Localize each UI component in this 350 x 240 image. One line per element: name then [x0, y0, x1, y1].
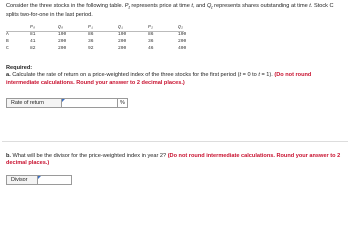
- table-header-cell: P₁: [88, 25, 94, 30]
- divisor-label: Divisor: [6, 175, 38, 185]
- part-b-label: b.: [6, 153, 11, 159]
- intro-text-5: . Stock C splits two-for-one in the last period.: [6, 3, 334, 18]
- table-header-cell: Q₂: [178, 25, 184, 30]
- p-subscript: t: [128, 5, 130, 11]
- table-header-cell: Q₁: [118, 25, 124, 30]
- table-cell: 81: [30, 32, 36, 37]
- rate-of-return-input[interactable]: [62, 98, 118, 108]
- table-header-cell: P₀: [30, 25, 36, 30]
- table-cell: 200: [118, 46, 127, 51]
- intro-text-2: represents price at time: [129, 3, 192, 9]
- input-marker-icon: [62, 99, 65, 102]
- divisor-row: [6, 175, 72, 185]
- section-divider: [2, 141, 348, 142]
- part-a-text-2: = 0 to: [241, 72, 259, 79]
- stock-name: A: [6, 32, 9, 37]
- t-symbol: t: [191, 3, 193, 9]
- table-cell: 36: [148, 39, 154, 44]
- q-symbol: Q: [206, 3, 212, 9]
- q-subscript: t: [211, 5, 213, 11]
- table-cell: 200: [118, 39, 127, 44]
- intro-text: Consider the three stocks in the following table.: [6, 3, 125, 9]
- part-a-text: Calculate the rate of return on a price-weighted index of the three stocks for the first period (: [10, 72, 240, 79]
- table-cell: 400: [178, 46, 187, 51]
- table-header-row: [6, 24, 202, 31]
- table-cell: 100: [118, 32, 127, 37]
- stock-table: [6, 24, 202, 52]
- stock-name: C: [6, 46, 9, 51]
- required-heading: Required:: [6, 65, 33, 71]
- table-cell: 100: [178, 32, 187, 37]
- table-cell: 200: [178, 39, 187, 44]
- p-symbol: P: [124, 3, 129, 9]
- rate-of-return-label: Rate of return: [6, 98, 62, 108]
- percent-unit: %: [118, 98, 128, 108]
- table-cell: 82: [30, 46, 36, 51]
- table-header-cell: Q₀: [58, 25, 64, 30]
- table-row: [6, 31, 202, 38]
- part-a-instruction: (Do not round intermediate calculations. Round your answer to 2 decimal places.): [6, 72, 312, 86]
- t-symbol-a2: t: [258, 72, 260, 79]
- part-a-text-3: = 1).: [259, 72, 275, 79]
- table-cell: 92: [88, 46, 94, 51]
- t-symbol-2: t: [309, 3, 311, 9]
- table-cell: 46: [148, 46, 154, 51]
- part-a-label: a.: [6, 72, 11, 79]
- table-cell: 86: [148, 32, 154, 37]
- table-row: [6, 38, 202, 45]
- part-b-text: What will be the divisor for the price-weighted index in year 2?: [10, 153, 168, 159]
- rate-of-return-row: [6, 98, 128, 108]
- divisor-input[interactable]: [38, 175, 72, 185]
- table-cell: 41: [30, 39, 36, 44]
- table-row: [6, 45, 202, 52]
- stock-name: B: [6, 39, 9, 44]
- intro-text-3: , and: [192, 3, 207, 9]
- table-cell: 36: [88, 39, 94, 44]
- table-cell: 200: [58, 39, 67, 44]
- table-header-blank: [6, 24, 30, 31]
- required-section: [6, 65, 346, 87]
- table-header-cell: P₂: [148, 25, 154, 30]
- table-cell: 86: [88, 32, 94, 37]
- input-marker-icon: [38, 176, 41, 179]
- question-intro: [6, 3, 346, 19]
- intro-text-4: represents shares outstanding at time: [212, 3, 310, 9]
- t-symbol-a: t: [239, 72, 242, 79]
- part-b-section: [6, 153, 346, 168]
- table-cell: 200: [58, 46, 67, 51]
- table-cell: 100: [58, 32, 67, 37]
- part-b-instruction: (Do not round intermediate calculations. Round your answer to 2 decimal places.): [6, 153, 341, 167]
